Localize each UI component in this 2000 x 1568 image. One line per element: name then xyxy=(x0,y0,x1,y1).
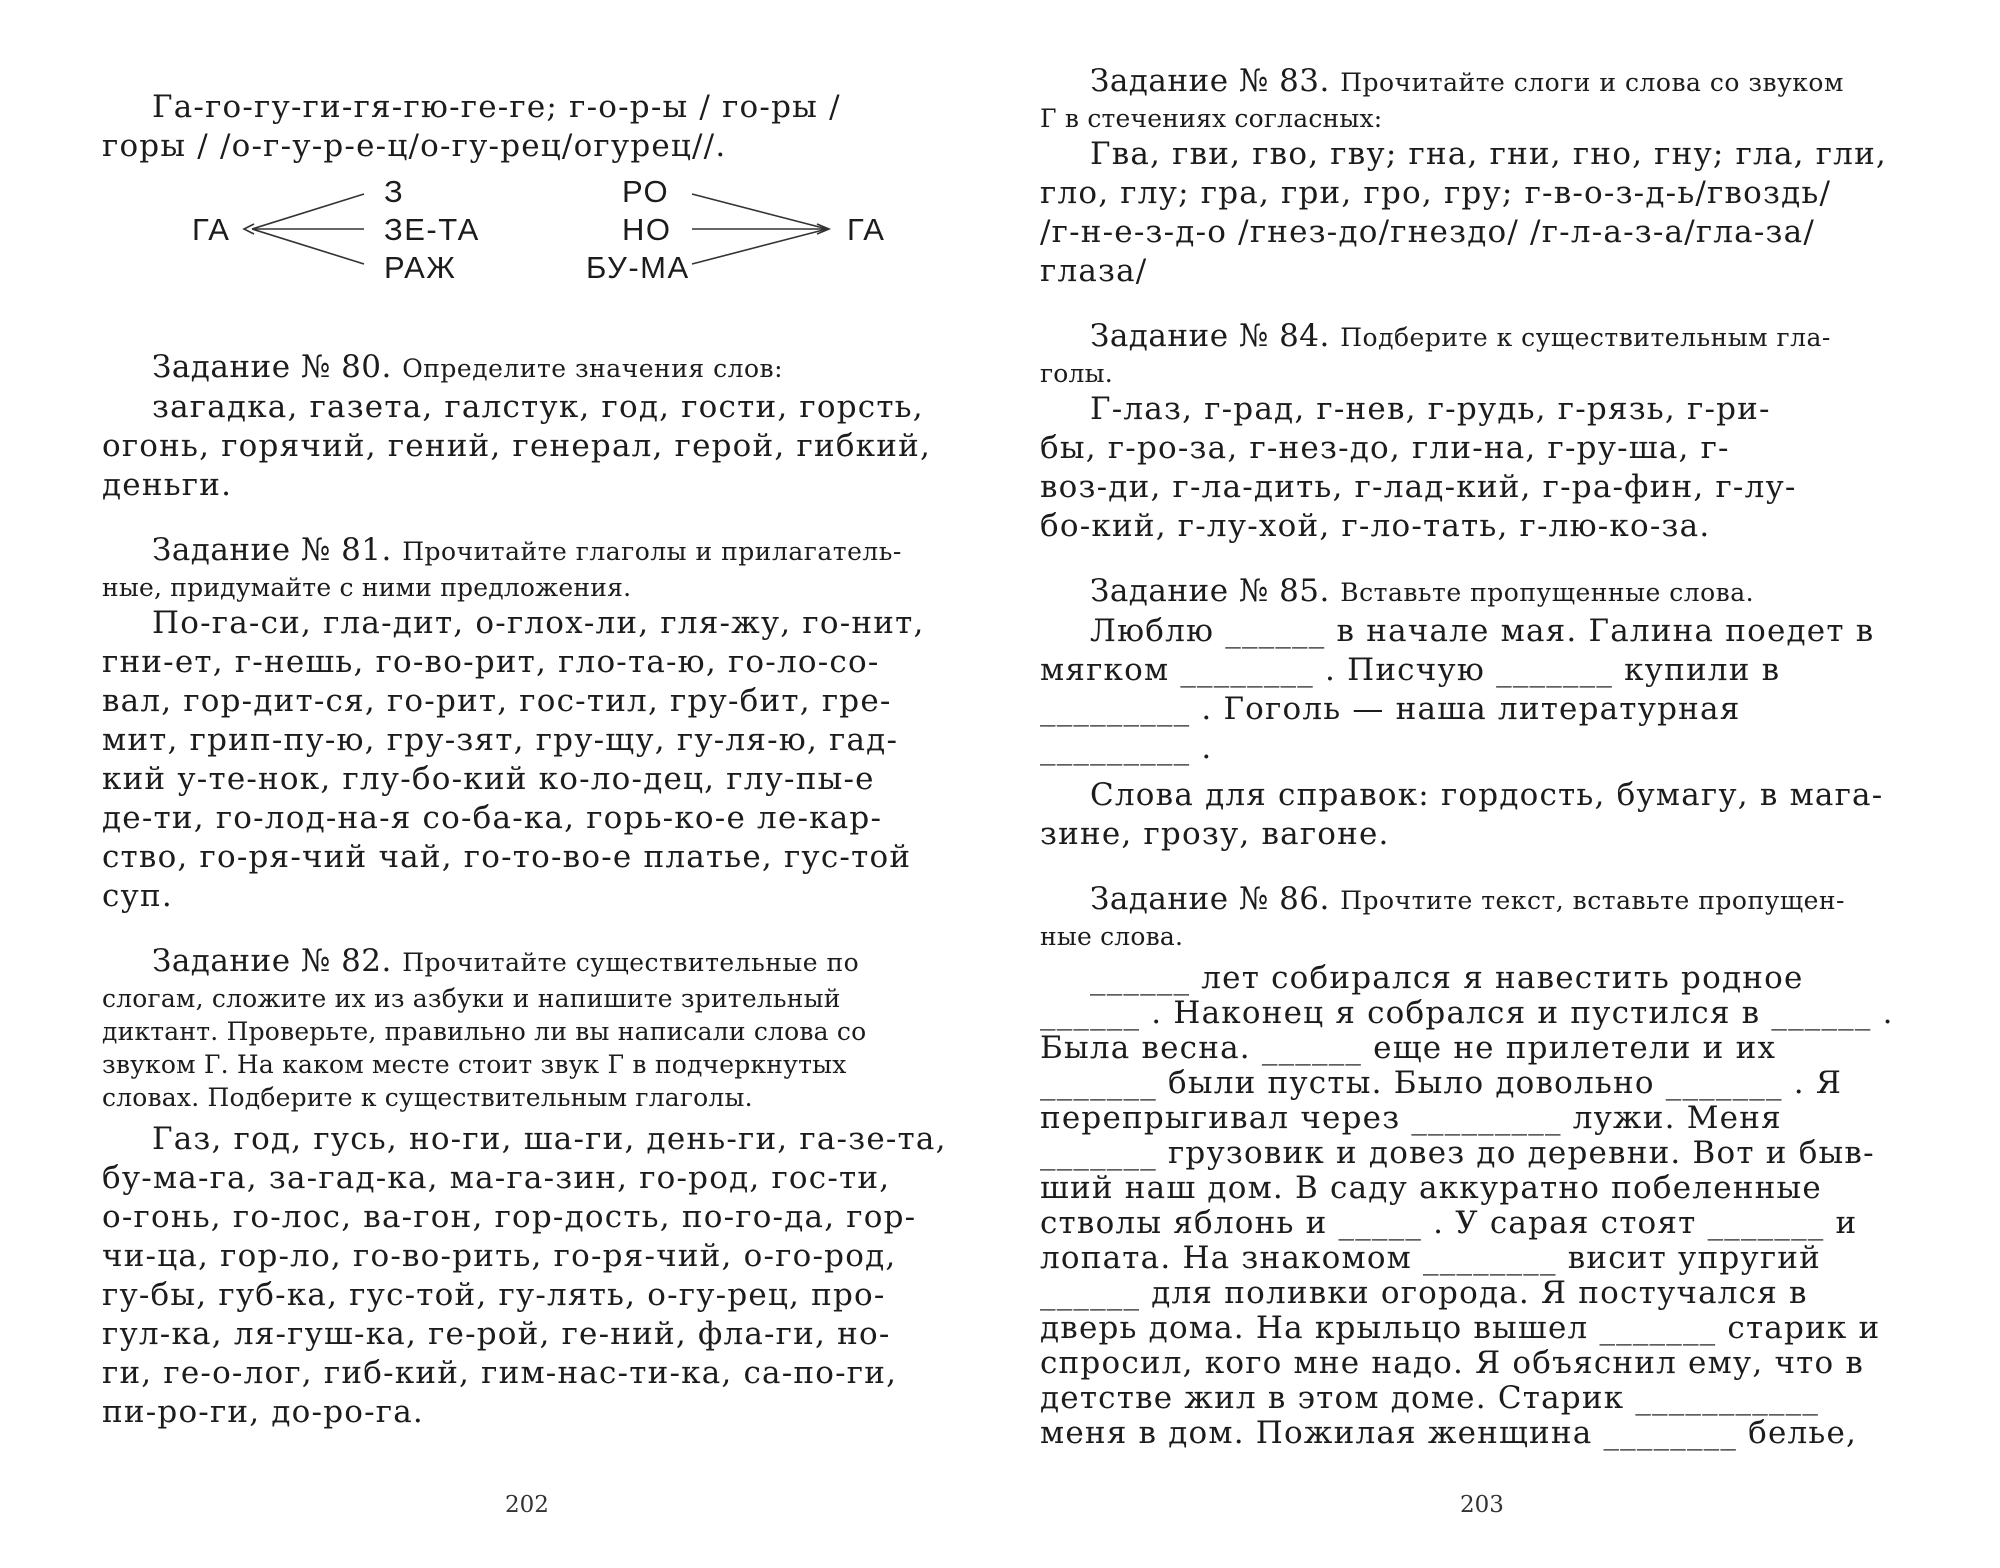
task-80-heading xyxy=(102,348,947,388)
task-81-line-7: ство, го-ря-чий чай, го-то-во-е платье, гус-той xyxy=(102,839,912,875)
task-81-number: Задание № 81. xyxy=(152,532,392,568)
diagram-right-beginning-1: РО xyxy=(622,174,670,209)
task-80-number: Задание № 80. xyxy=(152,349,392,385)
task-86-line-14: меня в дом. Пожилая женщина ________ белье, xyxy=(1040,1415,1858,1451)
task-80-line-3: деньги. xyxy=(102,467,233,503)
syllable-diagram xyxy=(102,174,947,324)
diagram-left-ending-2: ЗЕ-ТА xyxy=(384,212,480,247)
task-81-line-1: По-га-си, гла-дит, о-глох-ли, гля-жу, го-нит, xyxy=(152,605,925,641)
diagram-left-ending-3: РАЖ xyxy=(384,250,457,285)
task-85-line-3: _________ . Гоголь — наша литературная xyxy=(1040,691,1741,727)
task-82-instruction-5: словах. Подберите к существительным глаголы. xyxy=(102,1083,753,1112)
page-number-right: 203 xyxy=(1460,1492,1504,1518)
task-81-instruction-2: ные, придумайте с ними предложения. xyxy=(102,573,632,602)
task-84-line-1: Г-лаз, г-рад, г-нев, г-рудь, г-рязь, г-ри- xyxy=(1090,391,1771,427)
task-85-line-2: мягком ________ . Писчую _______ купили в xyxy=(1040,652,1781,688)
task-82-instruction-4: звуком Г. На каком месте стоит звук Г в подчеркнутых xyxy=(102,1050,847,1079)
task-84-instruction-2: голы. xyxy=(1040,359,1113,388)
page-203 xyxy=(1000,0,2000,1568)
diagram-left-syllable: ГА xyxy=(192,212,231,247)
page-number-left: 202 xyxy=(505,1492,549,1518)
task-86-line-8: стволы яблонь и _____ . У сарая стоят _______ и xyxy=(1040,1205,1858,1241)
task-83-line-4: глаза/ xyxy=(1040,253,1148,289)
task-82-instruction-3: диктант. Проверьте, правильно ли вы написали слова со xyxy=(102,1017,867,1046)
task-86-line-7: ший наш дом. В саду аккуратно побеленные xyxy=(1040,1170,1822,1206)
intro-line-1: Га-го-гу-ги-гя-гю-ге-ге; г-о-р-ы / го-ры / xyxy=(152,89,841,125)
task-85-reference-2: зине, грозу, вагоне. xyxy=(1040,816,1390,852)
task-82-number: Задание № 82. xyxy=(152,943,392,979)
task-82-instruction-2: слогам, сложите их из азбуки и напишите зрительный xyxy=(102,984,841,1013)
task-80-line-1: загадка, газета, галстук, год, гости, горсть, xyxy=(152,389,924,425)
task-81-heading xyxy=(102,531,947,571)
task-86-line-3: Была весна. ______ еще не прилетели и их xyxy=(1040,1030,1777,1066)
left-column xyxy=(102,88,947,1432)
task-86-line-1: ______ лет собирался я навестить родное xyxy=(1090,960,1804,996)
task-85-reference-1: Слова для справок: гордость, бумагу, в мага- xyxy=(1090,777,1884,813)
task-85-instruction: Вставьте пропущенные слова. xyxy=(1340,578,1755,607)
task-86-heading xyxy=(1040,880,1890,920)
diagram-arrows xyxy=(102,174,947,324)
task-86-line-10: ______ для поливки огорода. Я постучался в xyxy=(1040,1275,1808,1311)
task-83-instruction-1: Прочитайте слоги и слова со звуком xyxy=(1340,68,1844,97)
task-82-line-4: чи-ца, гор-ло, го-во-рить, го-ря-чий, о-го-род, xyxy=(102,1238,897,1274)
task-82-line-1: Газ, год, гусь, но-ги, ша-ги, день-ги, га-зе-та, xyxy=(152,1121,947,1157)
task-81-line-4: мит, грип-пу-ю, гру-зят, гру-щу, гу-ля-ю, гад- xyxy=(102,722,899,758)
task-82-line-2: бу-ма-га, за-гад-ка, ма-га-зин, го-род, гос-ти, xyxy=(102,1160,891,1196)
task-84-heading xyxy=(1040,317,1890,357)
task-82-line-6: гул-ка, ля-гуш-ка, ге-рой, ге-ний, фла-ги, но- xyxy=(102,1316,891,1352)
task-85-line-1: Люблю ______ в начале мая. Галина поедет в xyxy=(1090,613,1875,649)
task-81-line-8: суп. xyxy=(102,878,173,914)
task-81-instruction-1: Прочитайте глаголы и прилагатель- xyxy=(402,537,902,566)
task-83-heading xyxy=(1040,62,1890,102)
task-86-instruction-1: Прочтите текст, вставьте пропущен- xyxy=(1340,886,1845,915)
task-83-line-1: Гва, гви, гво, гву; гна, гни, гно, гну; гла, гли, xyxy=(1090,136,1887,172)
task-85-number: Задание № 85. xyxy=(1090,573,1330,609)
task-85-line-4: _________ . xyxy=(1040,730,1213,766)
task-84-line-3: воз-ди, г-ла-дить, г-лад-кий, г-ра-фин, г-лу- xyxy=(1040,469,1797,505)
task-81-line-2: гни-ет, г-нешь, го-во-рит, гло-та-ю, го-ло-со- xyxy=(102,644,880,680)
task-81-line-3: вал, гор-дит-ся, го-рит, гос-тил, гру-бит, гре- xyxy=(102,683,892,719)
task-82-line-8: пи-ро-ги, до-ро-га. xyxy=(102,1394,424,1430)
diagram-left-ending-1: З xyxy=(384,174,405,209)
task-83-instruction-2: Г в стечениях согласных: xyxy=(1040,104,1383,133)
task-85-heading xyxy=(1040,572,1890,612)
diagram-right-beginning-2: НО xyxy=(622,212,672,247)
task-82-line-5: гу-бы, губ-ка, гус-той, гу-лять, о-гу-рец, про- xyxy=(102,1277,886,1313)
task-83-number: Задание № 83. xyxy=(1090,63,1330,99)
right-column xyxy=(1040,62,1894,1451)
task-86-line-13: детстве жил в этом доме. Старик ___________ xyxy=(1040,1380,1820,1416)
task-84-number: Задание № 84. xyxy=(1090,318,1330,354)
task-84-instruction-1: Подберите к существительным гла- xyxy=(1340,323,1831,352)
task-81-line-6: де-ти, го-лод-на-я со-ба-ка, горь-ко-е ле-кар- xyxy=(102,800,883,836)
task-86-line-6: _______ грузовик и довез до деревни. Вот и быв- xyxy=(1040,1135,1875,1171)
task-86-line-2: ______ . Наконец я собрался и пустился в ______ . xyxy=(1040,995,1894,1031)
task-82-line-7: ги, ге-о-лог, гиб-кий, гим-нас-ти-ка, са-по-ги, xyxy=(102,1355,898,1391)
task-82-heading xyxy=(102,942,947,982)
task-86-line-4: _______ были пусты. Было довольно _______ . Я xyxy=(1040,1065,1843,1101)
task-86-line-9: лопата. На знакомом ________ висит упругий xyxy=(1040,1240,1821,1276)
task-82-instruction-1: Прочитайте существительные по xyxy=(402,948,860,977)
task-86-line-11: дверь дома. На крыльцо вышел _______ старик и xyxy=(1040,1310,1881,1346)
task-86-instruction-2: ные слова. xyxy=(1040,922,1184,951)
task-86-number: Задание № 86. xyxy=(1090,881,1330,917)
task-80-line-2: огонь, горячий, гений, генерал, герой, гибкий, xyxy=(102,428,932,464)
intro-line-2: горы / /о-г-у-р-е-ц/о-гу-рец/огурец//. xyxy=(102,128,727,164)
task-86-line-5: перепрыгивал через _________ лужи. Меня xyxy=(1040,1100,1782,1136)
task-84-line-4: бо-кий, г-лу-хой, г-ло-тать, г-лю-ко-за. xyxy=(1040,508,1711,544)
task-83-line-3: /г-н-е-з-д-о /гнез-до/гнездо/ /г-л-а-з-а/гла-за/ xyxy=(1040,214,1815,250)
task-82-line-3: о-гонь, го-лос, ва-гон, гор-дость, по-го-да, гор- xyxy=(102,1199,917,1235)
task-83-line-2: гло, глу; гра, гри, гро, гру; г-в-о-з-д-ь/гвоздь/ xyxy=(1040,175,1832,211)
task-84-line-2: бы, г-ро-за, г-нез-до, гли-на, г-ру-ша, г- xyxy=(1040,430,1730,466)
task-80-instruction: Определите значения слов: xyxy=(402,354,784,383)
diagram-right-beginning-3: БУ-МА xyxy=(586,250,690,285)
diagram-right-syllable: ГА xyxy=(847,212,886,247)
task-86-line-12: спросил, кого мне надо. Я объяснил ему, что в xyxy=(1040,1345,1865,1381)
task-81-line-5: кий у-те-нок, глу-бо-кий ко-ло-дец, глу-пы-е xyxy=(102,761,875,797)
